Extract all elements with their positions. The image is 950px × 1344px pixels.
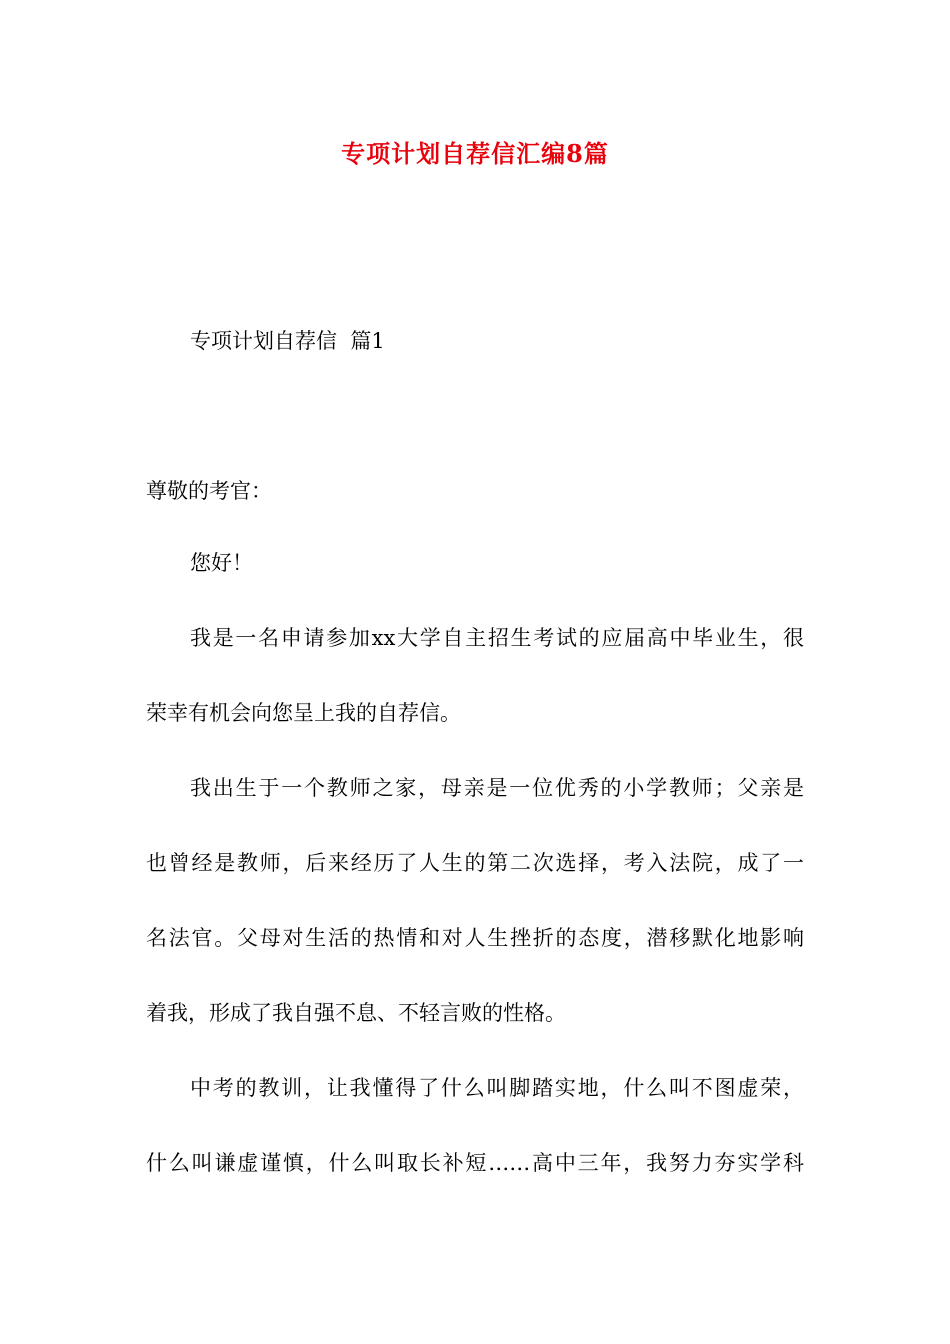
paragraph-line: 我是一名申请参加xx大学自主招生考试的应届高中毕业生，很: [190, 626, 804, 650]
paragraph-line: 名法官。父母对生活的热情和对人生挫折的态度，潜移默化地影响: [146, 926, 804, 950]
salutation: 尊敬的考官：: [146, 479, 272, 503]
paragraph-line: 中考的教训，让我懂得了什么叫脚踏实地，什么叫不图虚荣，: [190, 1076, 804, 1100]
document-title: 专项计划自荐信汇编8篇: [341, 139, 609, 168]
paragraph-line: 也曾经是教师，后来经历了人生的第二次选择，考入法院，成了一: [146, 851, 804, 875]
paragraph-line: 着我，形成了我自强不息、不轻言败的性格。: [146, 1001, 566, 1025]
paragraph-line: 什么叫谦虚谨慎，什么叫取长补短……高中三年，我努力夯实学科: [146, 1151, 804, 1175]
section-heading: 专项计划自荐信 篇1: [190, 329, 385, 353]
paragraph-line: 荣幸有机会向您呈上我的自荐信。: [146, 701, 461, 725]
paragraph-line: 我出生于一个教师之家，母亲是一位优秀的小学教师；父亲是: [190, 776, 804, 800]
greeting: 您好！: [190, 551, 253, 575]
